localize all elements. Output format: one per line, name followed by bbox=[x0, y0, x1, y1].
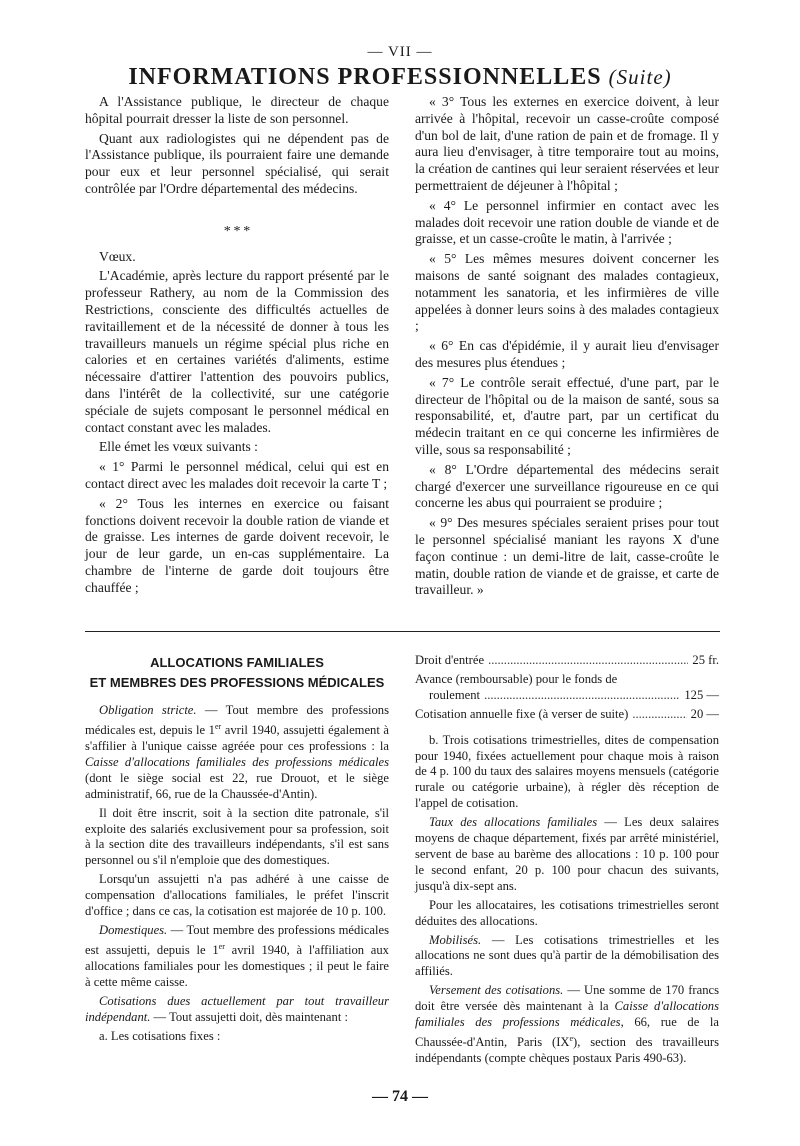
dot-leader bbox=[632, 707, 686, 723]
dot-leader bbox=[488, 653, 688, 669]
roman-page-number: — VII — bbox=[367, 44, 433, 60]
section-title-line: ET MEMBRES DES PROFESSIONS MÉDICALES bbox=[89, 675, 385, 690]
run-in-heading: Domestiques. bbox=[99, 922, 168, 937]
fee-amount: 20 — bbox=[690, 706, 719, 721]
top-right-column bbox=[415, 94, 719, 602]
fee-amount: 125 — bbox=[684, 687, 719, 702]
paragraph bbox=[415, 983, 719, 1067]
voeu-item: « 9° Des mesures spéciales seraient prises pour tout le personnel spécialisé maniant les rayons X d'une façon continue : un demi-litre de lait, casse-croûte le matin, double ration de viande et de graisse, et carte de travailleur. » bbox=[415, 515, 719, 598]
dot-leader bbox=[484, 688, 680, 704]
text-run: — Une somme de 170 francs doit être versée dès maintenant à la bbox=[415, 983, 719, 1014]
section-divider bbox=[85, 631, 720, 632]
voeu-item: « 3° Tous les externes en exercice doivent, à leur arrivée à l'hôpital, recevoir un casse-croûte composé d'un bol de lait, d'une ration de pain et de fromage. Il y aura lieu d'envisager, à titre temporaire tout au moins, la création de cantines qui leur seraient réservées et leur permettraient de déjeuner à l'hôpital ; bbox=[415, 94, 719, 193]
superscript: e bbox=[569, 1033, 574, 1043]
caisse-name: Caisse d'allocations familiales des professions médicales bbox=[415, 999, 719, 1030]
run-in-heading: Taux des allocations familiales bbox=[429, 815, 598, 830]
text-run: avril 1940, assujetti également à s'affilier à l'unique caisse agréée pour ces professions : la bbox=[85, 723, 389, 753]
voeu-item: « 5° Les mêmes mesures doivent concerner les maisons de santé soignant des malades contagieux, notamment les sanatoria, et les infirmières de ville appelées à donner leurs soins à des malades contagieux ; bbox=[415, 251, 719, 334]
fee-row bbox=[415, 707, 719, 723]
run-in-heading: Obligation stricte. bbox=[99, 703, 197, 717]
run-in-heading: Cotisations dues actuellement par tout travailleur indépendant. bbox=[85, 993, 389, 1024]
fee-amount: 25 fr. bbox=[692, 653, 719, 667]
section-separator: * * * bbox=[223, 223, 251, 239]
paragraph: A l'Assistance publique, le directeur de chaque hôpital pourrait dresser la liste de son personnel. bbox=[85, 94, 389, 126]
text-run: , 66, rue de la Chaussée-d'Antin, Paris (IX bbox=[415, 1015, 719, 1050]
text-run: — Tout membre des professions médicales est, depuis le 1 bbox=[85, 703, 389, 738]
text-run: — Tout assujetti doit, dès maintenant : bbox=[150, 1009, 348, 1024]
voeu-item: « 8° L'Ordre départemental des médecins serait chargé d'exercer une surveillance rigoureuse en ce qui concerne les abus qui pourraient se produire ; bbox=[415, 461, 719, 511]
superscript: er bbox=[218, 941, 225, 951]
text-run: — Tout membre des professions médicales est assujetti, depuis le 1 bbox=[85, 922, 389, 958]
voeu-item: « 2° Tous les internes en exercice ou faisant fonctions doivent recevoir la double ration de viande et de graisse. Les internes de garde doivent recevoir, le jour de leur garde, un en-cas supplémentaire. La chambre de l'interne de garde doit toujours être chauffée ; bbox=[85, 495, 389, 595]
paragraph: a. Les cotisations fixes : bbox=[99, 1028, 221, 1043]
paragraph bbox=[415, 933, 719, 981]
run-in-heading: Versement des cotisations. bbox=[429, 983, 564, 998]
title-suffix: (Suite) bbox=[608, 65, 672, 89]
paragraph: Elle émet les vœux suivants : bbox=[99, 439, 258, 455]
fee-label: Cotisation annuelle fixe (à verser de suite) bbox=[415, 706, 629, 721]
fee-label: Droit d'entrée bbox=[415, 653, 485, 667]
text-run: avril 1940, à l'affiliation aux allocations familiales pour les domestiques ; il peut le faire à cette même caisse. bbox=[85, 943, 389, 989]
voeu-item: « 6° En cas d'épidémie, il y aurait lieu d'envisager des mesures plus étendues ; bbox=[415, 338, 719, 370]
voeu-item: « 4° Le personnel infirmier en contact avec les malades doit recevoir une ration double de viande et de graisse, et un casse-croûte le matin, à l'arrivée ; bbox=[415, 197, 719, 247]
voeu-item: « 7° Le contrôle serait effectué, d'une part, par le directeur de l'hôpital ou de la maison de santé, sous sa responsabilité, et, d'autre part, par un certificat du médecin traitant en ce qui concerne les infirmières de ville, sous sa responsabilité ; bbox=[415, 374, 719, 457]
fee-row bbox=[415, 653, 719, 669]
paragraph bbox=[85, 923, 389, 991]
caisse-name: Caisse d'allocations familiales des professions médicales bbox=[85, 754, 389, 769]
section-title bbox=[85, 653, 389, 693]
bottom-right-column bbox=[415, 653, 719, 1070]
voeux-heading: Vœux. bbox=[99, 248, 136, 264]
superscript: er bbox=[214, 721, 222, 731]
paragraph bbox=[85, 994, 389, 1026]
paragraph: L'Académie, après lecture du rapport présenté par le professeur Rathery, au nom de la Commission des Restrictions, consciente des difficultés actuelles de ravitaillement et de la nécessité de donner à tous les travailleurs manuels un régime spécial plus riche en calories et en certaines variétés d'aliments, estime nécessaire d'attirer l'attention des pouvoirs publics, dans l'intérêt de la collectivité, sur une catégorie spéciale de sujets composant le personnel médical en contact constant avec les malades. bbox=[85, 268, 389, 435]
paragraph bbox=[415, 815, 719, 895]
paragraph: Quant aux radiologistes qui ne dépendent pas de l'Assistance publique, ils pourraient faire une demande pour eux et leur personnel spécialisé, qui serait contrôlée par l'Ordre départemental des médecins. bbox=[85, 130, 389, 196]
text-run: ), section des travailleurs indépendants (compte chèques postaux Paris 490-63). bbox=[415, 1035, 719, 1066]
paragraph: Lorsqu'un assujetti n'a pas adhéré à une caisse de compensation d'allocations familiales, le préfet l'inscrit d'office ; dans ce cas, la cotisation est majorée de 10 p. 100. bbox=[85, 872, 389, 919]
fee-row bbox=[415, 688, 719, 704]
text-run: — Les cotisations trimestrielles et les allocations ne sont dues qu'à partir de la démobilisation des affiliés. bbox=[415, 932, 719, 979]
text-run: — Les deux salaires moyens de chaque département, fixés par arrêté ministériel, servent de base au barème des allocations : 10 p. 100 pour le second enfant, 20 p. 100 pour chacun des suivants, jusqu'à dix-sept ans. bbox=[415, 815, 719, 893]
title-text: INFORMATIONS PROFESSIONNELLES bbox=[128, 64, 602, 90]
paragraph: Pour les allocataires, les cotisations trimestrielles seront déduites des allocations. bbox=[415, 897, 719, 928]
page-title bbox=[0, 64, 800, 91]
bottom-left-column bbox=[85, 653, 389, 1083]
fee-label-line: Avance (remboursable) pour le fonds de bbox=[415, 671, 618, 686]
paragraph bbox=[85, 703, 389, 803]
text-run: (dont le siège social est 22, rue Drouot, et le siège administratif, 66, rue de la Chaussée-d'Antin). bbox=[85, 770, 389, 801]
fee-label: roulement bbox=[429, 687, 481, 702]
voeu-item: « 1° Parmi le personnel médical, celui qui est en contact direct avec les malades doit recevoir la carte T ; bbox=[85, 459, 389, 491]
run-in-heading: Mobilisés. bbox=[429, 932, 482, 947]
paragraph: b. Trois cotisations trimestrielles, dites de compensation pour 1940, fixées actuellement pour chaque mois à raison de 4 p. 100 du taux des salaires moyens mensuels (catégorie rurale ou catégorie urbaine), à régler dès réception de l'appel de cotisation. bbox=[415, 732, 719, 811]
paragraph: Il doit être inscrit, soit à la section dite patronale, s'il exploite des salariés exclusivement pour sa profession, soit à la section dite des travailleurs indépendants, s'il est sans personnel ou s'il n'emploie que des domestiques. bbox=[85, 805, 389, 868]
section-title-line: ALLOCATIONS FAMILIALES bbox=[150, 655, 324, 670]
top-left-column bbox=[85, 94, 389, 600]
page-number: — 74 — bbox=[372, 1088, 428, 1105]
